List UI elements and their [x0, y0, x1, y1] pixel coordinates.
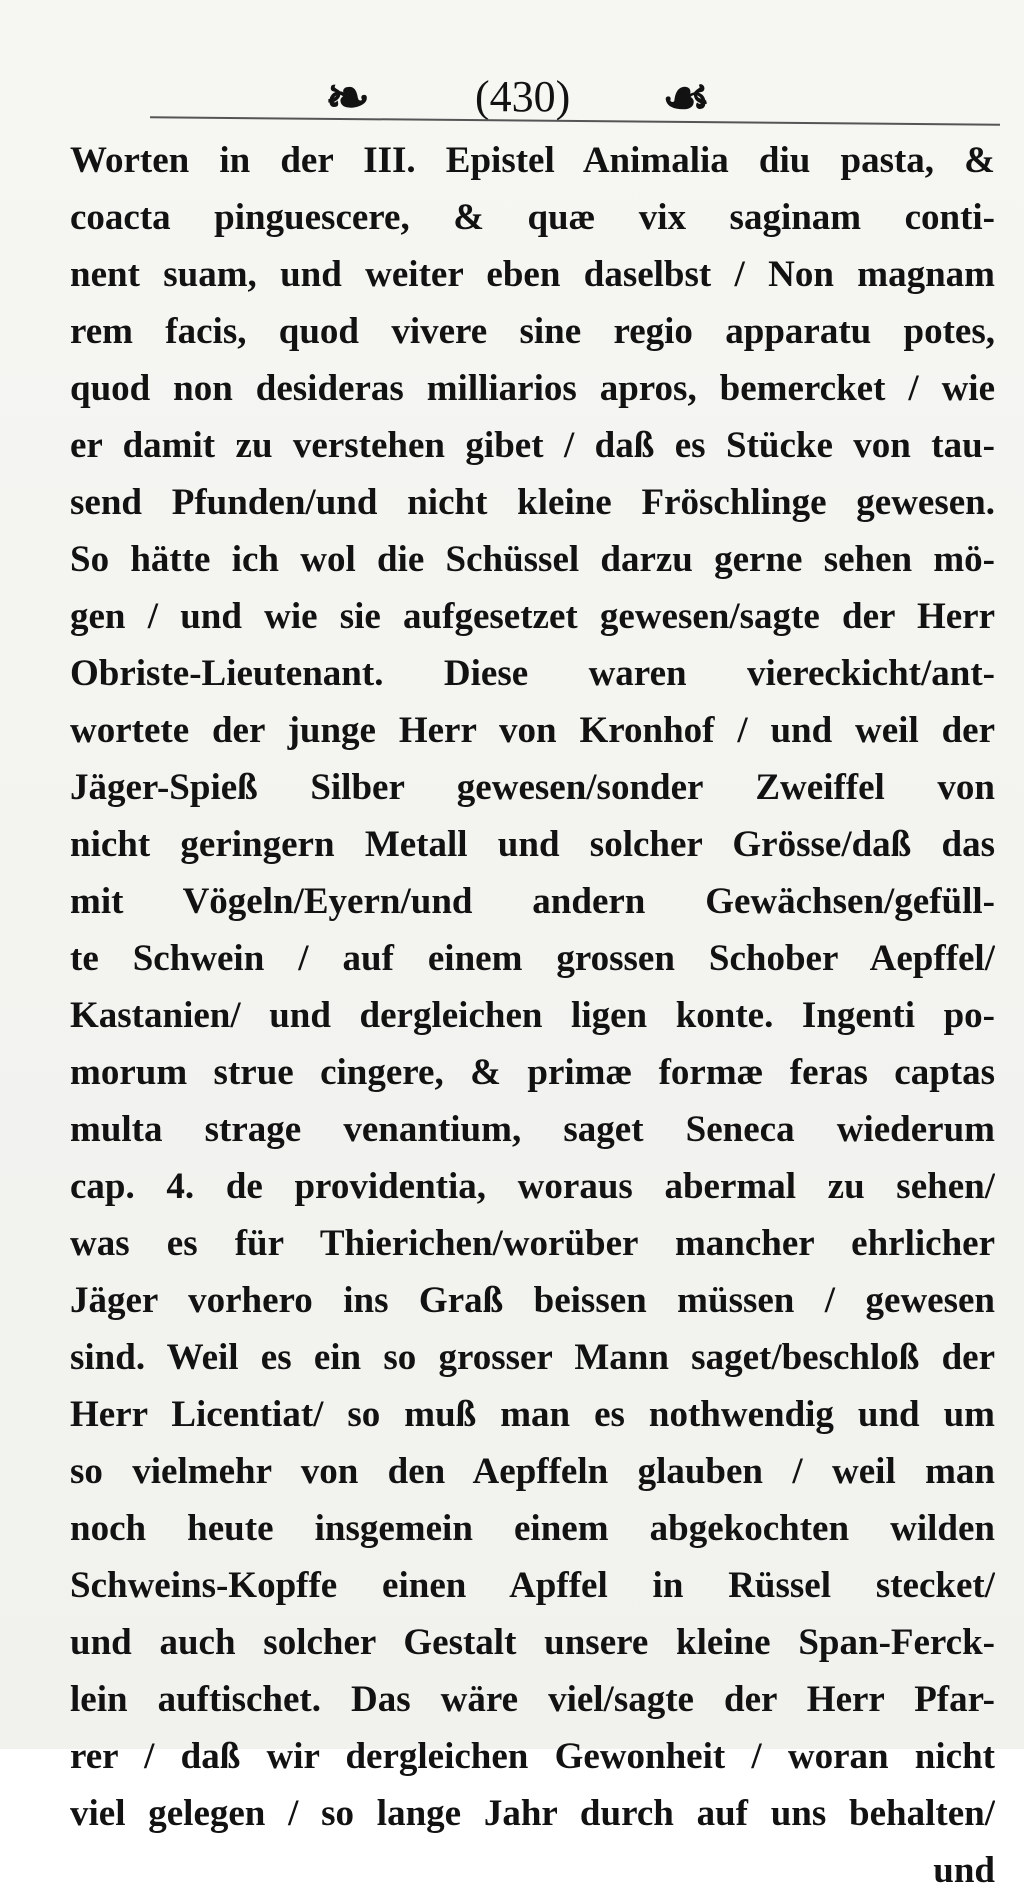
text-line: rem facis, quod vivere sine regio apparatu potes,: [70, 311, 995, 352]
text-line: quod non desideras milliarios apros, bemercket / wie: [70, 368, 995, 409]
text-line: Herr Licentiat/ so muß man es nothwendig und um: [70, 1394, 995, 1435]
ornament-left: ❧: [325, 65, 371, 129]
text-line: coacta pinguescere, & quæ vix saginam conti-: [70, 197, 995, 238]
text-line: wortete der junge Herr von Kronhof / und weil der: [70, 710, 995, 751]
text-line: Worten in der III. Epistel Animalia diu pasta, &: [70, 140, 995, 181]
page-number: (430): [475, 72, 571, 121]
text-line: rer / daß wir dergleichen Gewonheit / woran nicht: [70, 1736, 995, 1777]
text-line: lein auftischet. Das wäre viel/sagte der Herr Pfar-: [70, 1679, 995, 1720]
text-line: nicht geringern Metall und solcher Grösse/daß das: [70, 824, 995, 865]
body-text: [70, 132, 995, 1899]
text-line: Schweins-Kopffe einen Apffel in Rüssel stecket/: [70, 1565, 995, 1606]
text-line: Kastanien/ und dergleichen ligen konte. Ingenti po-: [70, 995, 995, 1036]
text-line: Obriste-Lieutenant. Diese waren viereckicht/ant-: [70, 653, 995, 694]
text-line: sind. Weil es ein so grosser Mann saget/beschloß der: [70, 1337, 995, 1378]
ornament-right: ☙: [662, 65, 711, 129]
text-line: morum strue cingere, & primæ formæ feras captas: [70, 1052, 995, 1093]
catchword: und: [933, 1850, 995, 1891]
text-line: te Schwein / auf einem grossen Schober Aepffel/: [70, 938, 995, 979]
text-line: Jäger-Spieß Silber gewesen/sonder Zweiffel von: [70, 767, 995, 808]
text-line: Jäger vorhero ins Graß beissen müssen / gewesen: [70, 1280, 995, 1321]
text-line: viel gelegen / so lange Jahr durch auf uns behalten/: [70, 1793, 995, 1834]
page-header: [0, 62, 1024, 132]
text-line: gen / und wie sie aufgesetzet gewesen/sagte der Herr: [70, 596, 995, 637]
text-line: er damit zu verstehen gibet / daß es Stücke von tau-: [70, 425, 995, 466]
text-line: noch heute insgemein einem abgekochten wilden: [70, 1508, 995, 1549]
text-line: und auch solcher Gestalt unsere kleine Span-Ferck-: [70, 1622, 995, 1663]
text-line: multa strage venantium, saget Seneca wiederum: [70, 1109, 995, 1150]
text-line: nent suam, und weiter eben daselbst / Non magnam: [70, 254, 995, 295]
text-line: So hätte ich wol die Schüssel darzu gerne sehen mö-: [70, 539, 995, 580]
text-line: was es für Thierichen/worüber mancher ehrlicher: [70, 1223, 995, 1264]
text-line: mit Vögeln/Eyern/und andern Gewächsen/gefüll-: [70, 881, 995, 922]
text-line: send Pfunden/und nicht kleine Fröschlinge gewesen.: [70, 482, 995, 523]
text-line: cap. 4. de providentia, woraus abermal zu sehen/: [70, 1166, 995, 1207]
text-line: so vielmehr von den Aepffeln glauben / weil man: [70, 1451, 995, 1492]
